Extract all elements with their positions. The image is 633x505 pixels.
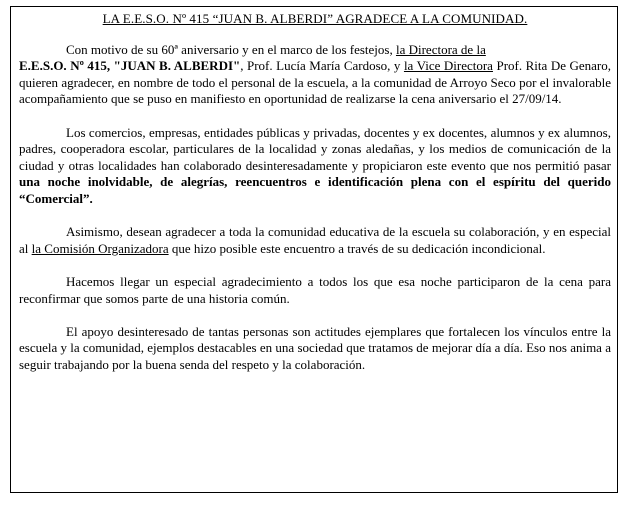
letter-frame: [10, 6, 618, 493]
paragraph-collaborators: [19, 125, 611, 208]
p1-school-name: E.E.S.O. Nº 415, "JUAN B. ALBERDI": [19, 58, 241, 74]
p3-text-a: Asimismo, desean agradecer a toda la comunidad educativa de la escuela su colaboración, y en especial al: [19, 224, 611, 256]
p1-text-b: , Prof. Lucía María Cardoso, y: [240, 58, 404, 74]
p2-text-a: Los comercios, empresas, entidades públicas y privadas, docentes y ex docentes, alumnos y ex alumnos, padres, cooperadora escolar, particulares de la localidad y zonas aledañas, y los medios de comunicación de la ciudad y otras localidades han colaborado desinteresadamente y propiciaron este evento que nos permitió pasar: [19, 124, 611, 173]
paragraph-thanks: Hacemos llegar un especial agradecimiento a todos los que esa noche participaron de la cena para reconfirmar que somos parte de una historia común.: [19, 273, 611, 306]
p1-directora-label: la Directora de la: [395, 41, 486, 57]
p1-vice-label: la Vice Directora: [403, 58, 493, 74]
paragraph-anniversary: [19, 42, 611, 108]
p2-bold-text: una noche inolvidable, de alegrías, reencuentros e identificación plena con el espíritu del querido “Comercial”.: [19, 174, 611, 206]
p3-committee: la Comisión Organizadora: [31, 240, 169, 256]
p3-text-b: que hizo posible este encuentro a través de su dedicación incondicional.: [168, 240, 546, 256]
p1-text-c: Prof. Rita De Genaro, quieren agradecer, en nombre de todo el personal de la escuela, a la comunidad de Arroyo Seco por el invalorable acompañamiento que se puso en manifiesto en oportunidad de realizarse la cena aniversario el 27/09/14.: [19, 58, 611, 107]
document-title: LA E.E.S.O. Nº 415 “JUAN B. ALBERDI” AGRADECE A LA COMUNIDAD.: [102, 11, 528, 26]
p1-text-a: Con motivo de su 60ª aniversario y en el marco de los festejos,: [66, 41, 396, 57]
paragraph-closing: El apoyo desinteresado de tantas personas son actitudes ejemplares que fortalecen los vínculos entre la escuela y la comunidad, ejemplos destacables en una sociedad que tratamos de mejorar día a día. Eso nos anima a seguir trabajando por la buena senda del respeto y la colaboración.: [19, 323, 611, 372]
paragraph-community: [19, 224, 611, 257]
